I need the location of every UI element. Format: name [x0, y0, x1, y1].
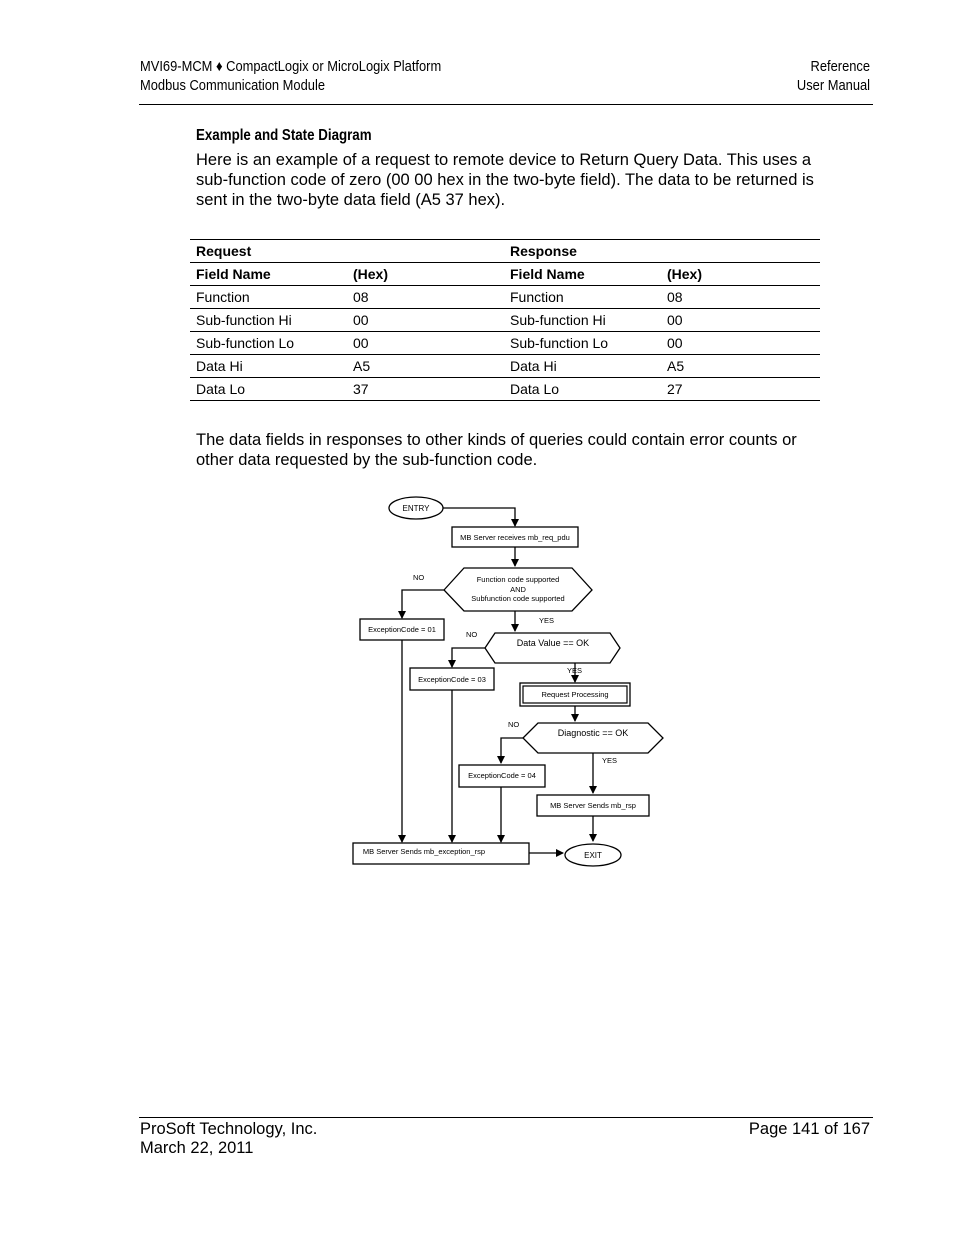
arrow-entry-to-receive — [443, 508, 515, 526]
footer-company: ProSoft Technology, Inc. — [140, 1120, 318, 1138]
send-exception-label: MB Server Sends mb_exception_rsp — [362, 847, 486, 856]
processing-label: Request Processing — [541, 690, 609, 699]
table-cell: Sub-function Hi — [504, 309, 661, 332]
query-data-table — [190, 239, 820, 401]
column-header: Field Name — [504, 263, 661, 286]
header-divider — [139, 104, 873, 105]
table-cell: 37 — [347, 378, 504, 401]
decision1-no-label: NO — [413, 573, 425, 582]
table-cell: Data Hi — [190, 355, 347, 378]
table-row — [190, 309, 820, 332]
table-column-header-row — [190, 263, 820, 286]
arrow-decision1-no — [402, 590, 444, 618]
section-title: Example and State Diagram — [196, 127, 372, 144]
decision1-label-line2: AND — [510, 585, 526, 594]
response-group-header: Response — [504, 240, 820, 263]
exception4-label: ExceptionCode = 04 — [468, 771, 536, 780]
column-header: Field Name — [190, 263, 347, 286]
table-cell: Sub-function Hi — [190, 309, 347, 332]
table-row — [190, 355, 820, 378]
table-cell: Function — [190, 286, 347, 309]
footer-divider — [139, 1117, 873, 1118]
decision2-no-label: NO — [466, 630, 478, 639]
exception3-label: ExceptionCode = 03 — [418, 675, 486, 684]
footer-left — [140, 1120, 317, 1158]
header-product: MVI69-MCM ♦ CompactLogix or MicroLogix Platform — [140, 58, 442, 75]
entry-label: ENTRY — [402, 504, 430, 513]
send-rsp-label: MB Server Sends mb_rsp — [550, 801, 636, 810]
table-row — [190, 286, 820, 309]
decision1-label-line1: Function code supported — [476, 575, 560, 584]
header-manual: User Manual — [796, 77, 870, 94]
followup-paragraph: The data fields in responses to other kinds of queries could contain error counts or other data requested by the sub-function code. — [196, 431, 797, 469]
table-cell: Sub-function Lo — [190, 332, 347, 355]
decision1-label-line3: Subfunction code supported — [471, 594, 565, 603]
decision2-yes-label: YES — [567, 666, 583, 675]
receive-label: MB Server receives mb_req_pdu — [460, 533, 570, 542]
decision3-label: Diagnostic == OK — [557, 728, 629, 738]
table-cell: 08 — [347, 286, 504, 309]
decision3-no-label: NO — [508, 720, 520, 729]
table-cell: 00 — [661, 332, 820, 355]
request-group-header: Request — [190, 240, 504, 263]
table-cell: Data Lo — [190, 378, 347, 401]
table-cell: 00 — [347, 332, 504, 355]
intro-paragraph: Here is an example of a request to remote device to Return Query Data. This uses a sub-function code of zero (00 00 hex in the two-byte field). The data to be returned is sent in the two-byte data field (A5 37 hex). — [196, 151, 814, 209]
arrow-decision2-no — [452, 648, 485, 667]
table-cell: Data Lo — [504, 378, 661, 401]
arrow-decision3-no — [501, 738, 523, 763]
table-cell: Function — [504, 286, 661, 309]
footer-date: March 22, 2011 — [140, 1139, 254, 1157]
header-module: Modbus Communication Module — [140, 77, 325, 94]
table-cell: 08 — [661, 286, 820, 309]
table-cell: 27 — [661, 378, 820, 401]
header-left — [140, 57, 441, 95]
table-cell: Data Hi — [504, 355, 661, 378]
column-header: (Hex) — [661, 263, 820, 286]
table-row — [190, 332, 820, 355]
table-group-header-row — [190, 240, 820, 263]
footer-page-number: Page 141 of 167 — [748, 1120, 870, 1138]
exit-label: EXIT — [584, 851, 602, 860]
decision3-yes-label: YES — [602, 756, 618, 765]
exception1-label: ExceptionCode = 01 — [368, 625, 436, 634]
table-cell: 00 — [347, 309, 504, 332]
table-cell: A5 — [347, 355, 504, 378]
table-cell: Sub-function Lo — [504, 332, 661, 355]
column-header: (Hex) — [347, 263, 504, 286]
table-row — [190, 378, 820, 401]
decision2-label: Data Value == OK — [516, 638, 590, 648]
header-reference: Reference — [810, 58, 870, 75]
table-cell: 00 — [661, 309, 820, 332]
decision1-yes-label: YES — [539, 616, 555, 625]
table-cell: A5 — [661, 355, 820, 378]
state-diagram — [340, 490, 680, 872]
header-right — [797, 57, 870, 95]
